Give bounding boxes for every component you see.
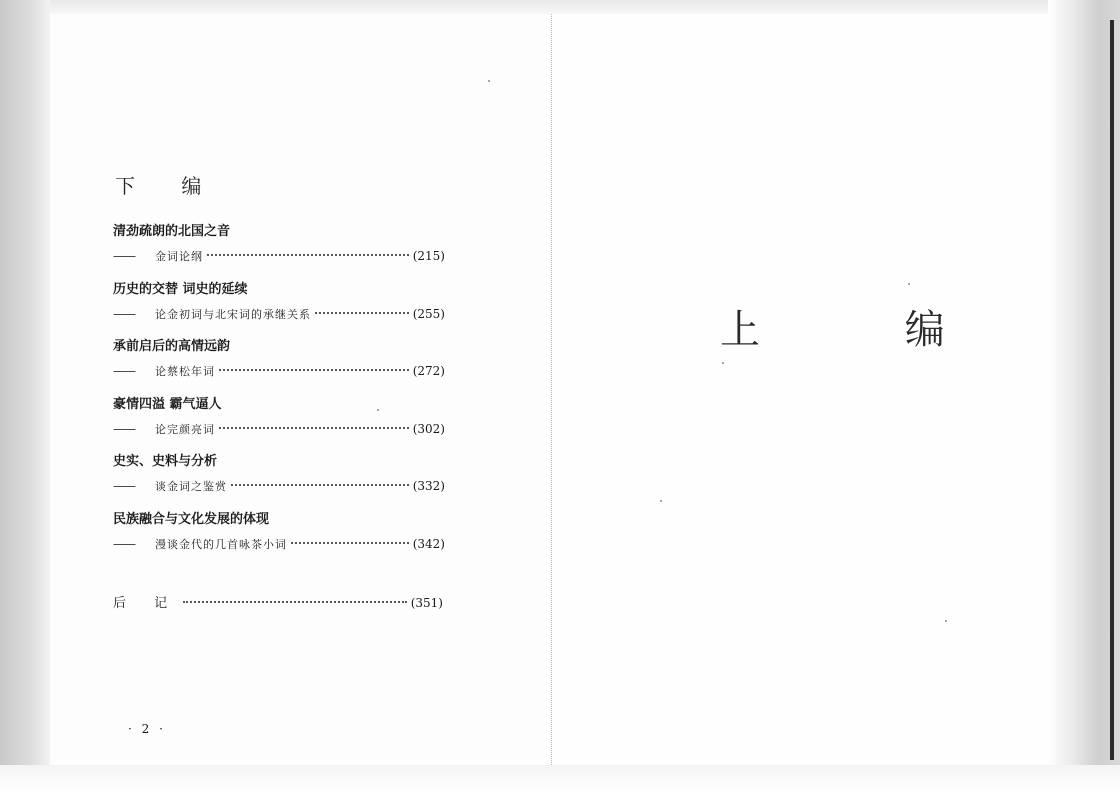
toc-entry-subline xyxy=(113,359,445,384)
right-page xyxy=(554,14,1048,765)
page-folio: · 2 · xyxy=(128,722,166,736)
toc-page-number: (255) xyxy=(412,306,445,321)
toc-entry-subline xyxy=(113,244,445,269)
em-dash: —— xyxy=(113,364,135,378)
em-dash: —— xyxy=(113,536,135,551)
book-gutter xyxy=(551,14,552,765)
toc-entry-subtitle: 金词论纲 xyxy=(155,250,203,263)
toc-entry-subtitle: 论完颜亮词 xyxy=(155,422,215,436)
scan-speck xyxy=(660,500,662,502)
toc-entry[interactable] xyxy=(113,507,445,565)
dot-leader xyxy=(219,427,409,429)
toc-entry-subline xyxy=(113,417,445,442)
toc-entry-title: 清劲疏朗的北国之音 xyxy=(113,224,231,239)
toc-entry-title: 史实、史料与分析 xyxy=(113,454,218,469)
toc-afterword-entry[interactable] xyxy=(113,592,443,611)
scan-top-border xyxy=(0,0,1120,14)
toc-entry-title: 豪情四溢 霸气逼人 xyxy=(113,396,222,412)
scan-left-border xyxy=(0,0,50,793)
dot-leader xyxy=(183,601,407,603)
toc-entry-subtitle: 谈金词之鉴赏 xyxy=(155,480,227,493)
section-title: 下 编 xyxy=(115,174,222,198)
toc-entry-subline xyxy=(113,532,445,557)
dot-leader xyxy=(291,542,409,544)
scan-speck xyxy=(722,362,724,364)
toc-page-number: (272) xyxy=(412,364,445,378)
toc-entry-title: 承前启后的高情远韵 xyxy=(113,339,231,354)
toc-page-number: (342) xyxy=(412,536,445,551)
dot-leader xyxy=(219,369,409,371)
toc-page-number: (302) xyxy=(412,421,445,436)
em-dash: —— xyxy=(113,421,135,436)
toc-entry-title: 历史的交替 词史的延续 xyxy=(113,281,248,297)
toc-entry[interactable] xyxy=(113,449,445,507)
part-title: 上 编 xyxy=(720,307,1011,353)
toc-entry-subtitle: 论蔡松年词 xyxy=(155,365,215,378)
toc-entry[interactable] xyxy=(113,392,445,450)
toc-entry-subtitle: 漫谈金代的几首咏茶小词 xyxy=(155,537,287,551)
afterword-label: 后 记 xyxy=(113,596,180,611)
scan-speck xyxy=(377,409,379,411)
toc-entry[interactable] xyxy=(113,219,445,277)
toc-entry-subline xyxy=(113,474,445,499)
toc-page-number: (332) xyxy=(412,479,445,493)
toc-entry-subline xyxy=(113,302,445,327)
afterword-page-number: (351) xyxy=(410,596,443,610)
scan-bottom-border xyxy=(0,765,1120,793)
toc-page-number: (215) xyxy=(412,249,445,263)
toc-entry-subtitle: 论金初词与北宋词的承继关系 xyxy=(155,307,311,321)
em-dash: —— xyxy=(113,249,135,263)
em-dash: —— xyxy=(113,306,135,321)
scan-speck xyxy=(945,620,947,622)
scan-speck xyxy=(908,283,910,285)
toc-entry[interactable] xyxy=(113,277,445,335)
table-of-contents xyxy=(113,219,445,564)
scan-speck xyxy=(488,80,490,82)
dot-leader xyxy=(231,484,409,486)
dot-leader xyxy=(207,254,409,256)
toc-entry-title: 民族融合与文化发展的体现 xyxy=(113,511,270,527)
em-dash: —— xyxy=(113,479,135,493)
scan-right-edge-line xyxy=(1110,20,1114,760)
toc-entry[interactable] xyxy=(113,334,445,392)
dot-leader xyxy=(315,312,409,314)
